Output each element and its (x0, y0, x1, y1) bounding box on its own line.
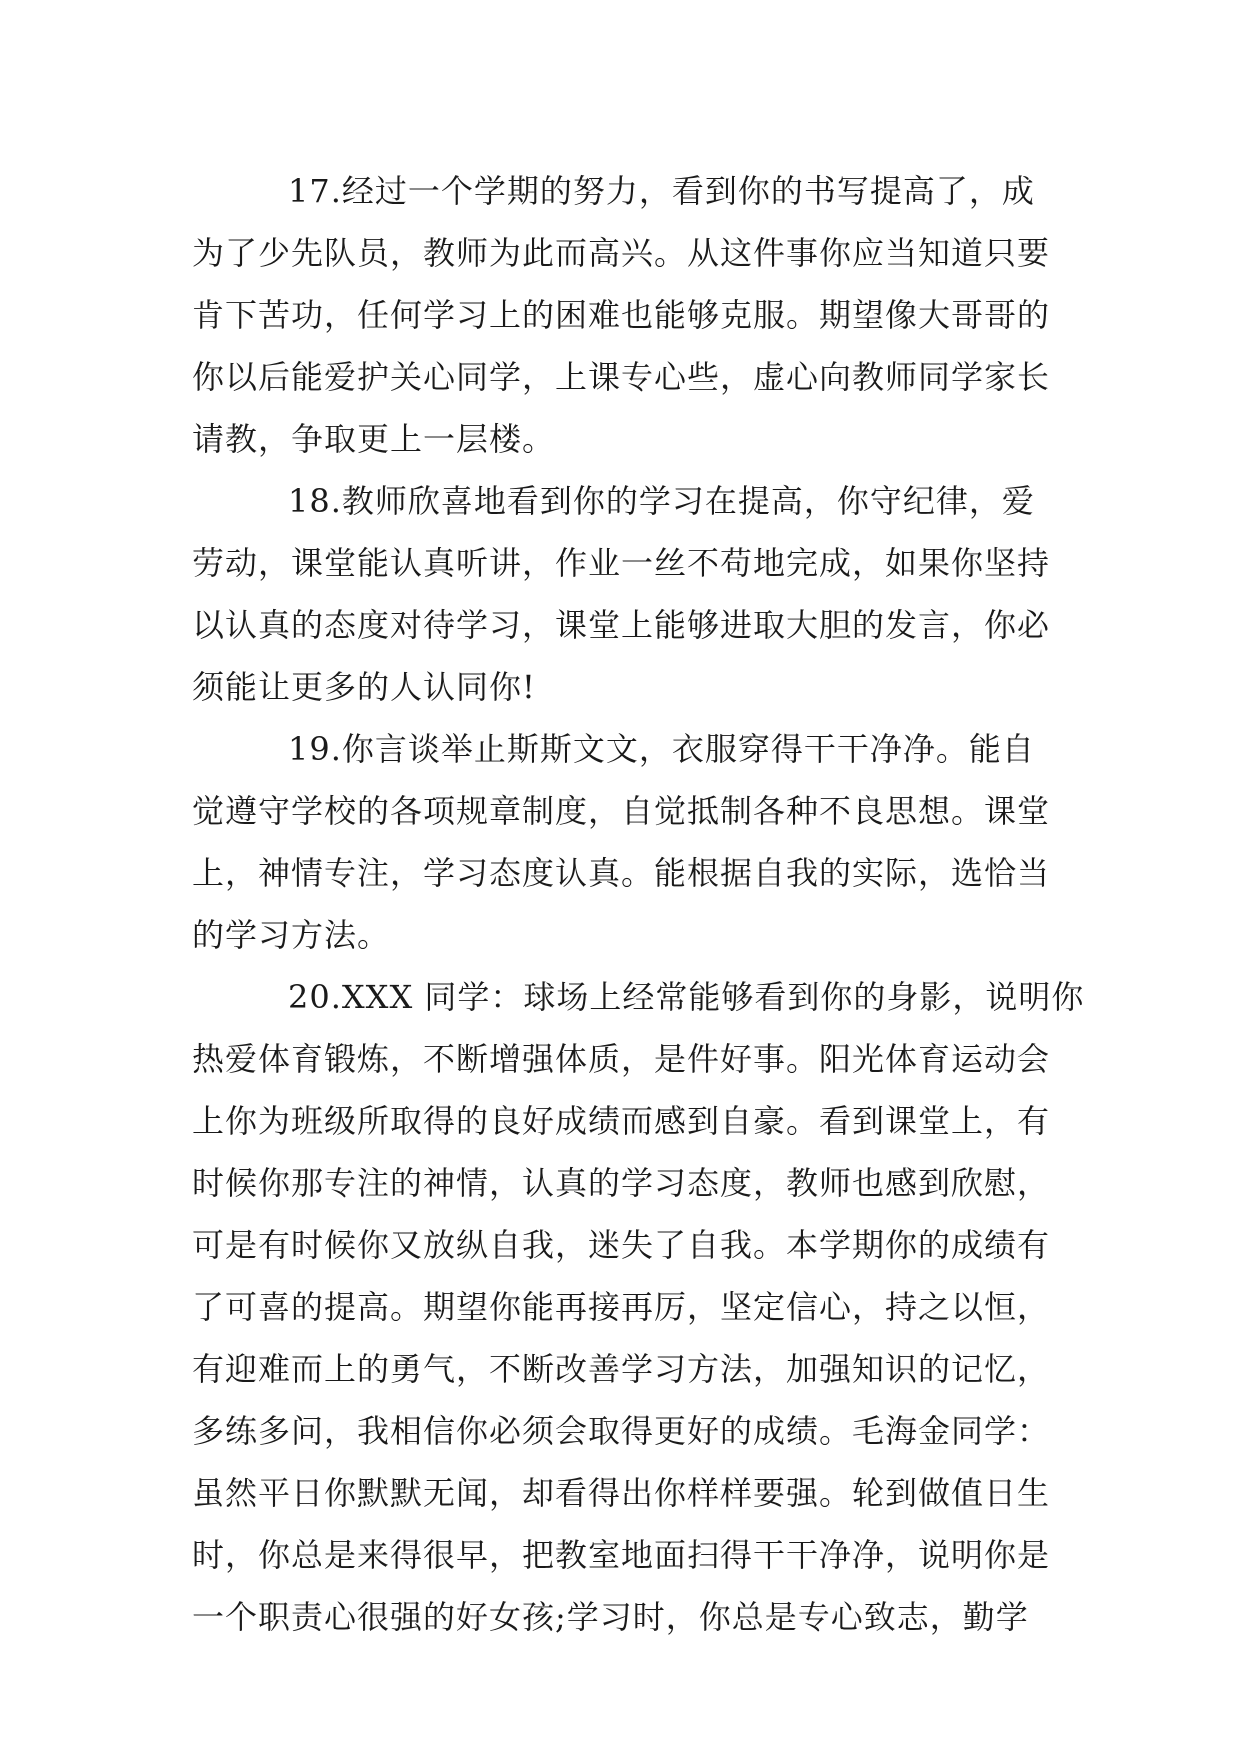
paragraph-19 (192, 718, 1052, 966)
text-line: 有迎难而上的勇气，不断改善学习方法，加强知识的记忆， (192, 1350, 1051, 1388)
text-line: 时，你总是来得很早，把教室地面扫得干干净净，说明你是 (192, 1536, 1051, 1574)
text-line: 可是有时候你又放纵自我，迷失了自我。本学期你的成绩有 (192, 1226, 1051, 1264)
text-line: 须能让更多的人认同你! (192, 668, 536, 706)
text-line: 肯下苦功，任何学习上的困难也能够克服。期望像大哥哥的 (192, 296, 1051, 334)
text-line: 17.经过一个学期的努力，看到你的书写提高了，成 (288, 172, 1035, 210)
text-line: 多练多问，我相信你必须会取得更好的成绩。毛海金同学： (192, 1412, 1051, 1450)
text-line: 劳动，课堂能认真听讲，作业一丝不苟地完成，如果你坚持 (192, 544, 1051, 582)
text-line: 以认真的态度对待学习，课堂上能够进取大胆的发言，你必 (192, 606, 1051, 644)
paragraph-17 (192, 160, 1052, 470)
text-line: 一个职责心很强的好女孩;学习时，你总是专心致志，勤学 (192, 1598, 1029, 1636)
text-line: 请教，争取更上一层楼。 (192, 420, 556, 458)
text-line: 虽然平日你默默无闻，却看得出你样样要强。轮到做值日生 (192, 1474, 1051, 1512)
paragraph-20 (192, 966, 1085, 1648)
text-line: 时候你那专注的神情，认真的学习态度，教师也感到欣慰， (192, 1164, 1051, 1202)
text-line: 觉遵守学校的各项规章制度，自觉抵制各种不良思想。课堂 (192, 792, 1051, 830)
text-line: 的学习方法。 (192, 916, 391, 954)
text-line: 你以后能爱护关心同学，上课专心些，虚心向教师同学家长 (192, 358, 1051, 396)
paragraph-18 (192, 470, 1052, 718)
text-line: 上，神情专注，学习态度认真。能根据自我的实际，选恰当 (192, 854, 1051, 892)
text-line: 18.教师欣喜地看到你的学习在提高，你守纪律，爱 (288, 482, 1035, 520)
document-body (192, 160, 1085, 1648)
text-line: 19.你言谈举止斯斯文文，衣服穿得干干净净。能自 (288, 730, 1035, 768)
text-line: 20.XXX 同学：球场上经常能够看到你的身影，说明你 (288, 978, 1085, 1016)
text-line: 为了少先队员，教师为此而高兴。从这件事你应当知道只要 (192, 234, 1051, 272)
text-line: 了可喜的提高。期望你能再接再厉，坚定信心，持之以恒， (192, 1288, 1051, 1326)
text-line: 热爱体育锻炼，不断增强体质，是件好事。阳光体育运动会 (192, 1040, 1051, 1078)
text-line: 上你为班级所取得的良好成绩而感到自豪。看到课堂上，有 (192, 1102, 1051, 1140)
